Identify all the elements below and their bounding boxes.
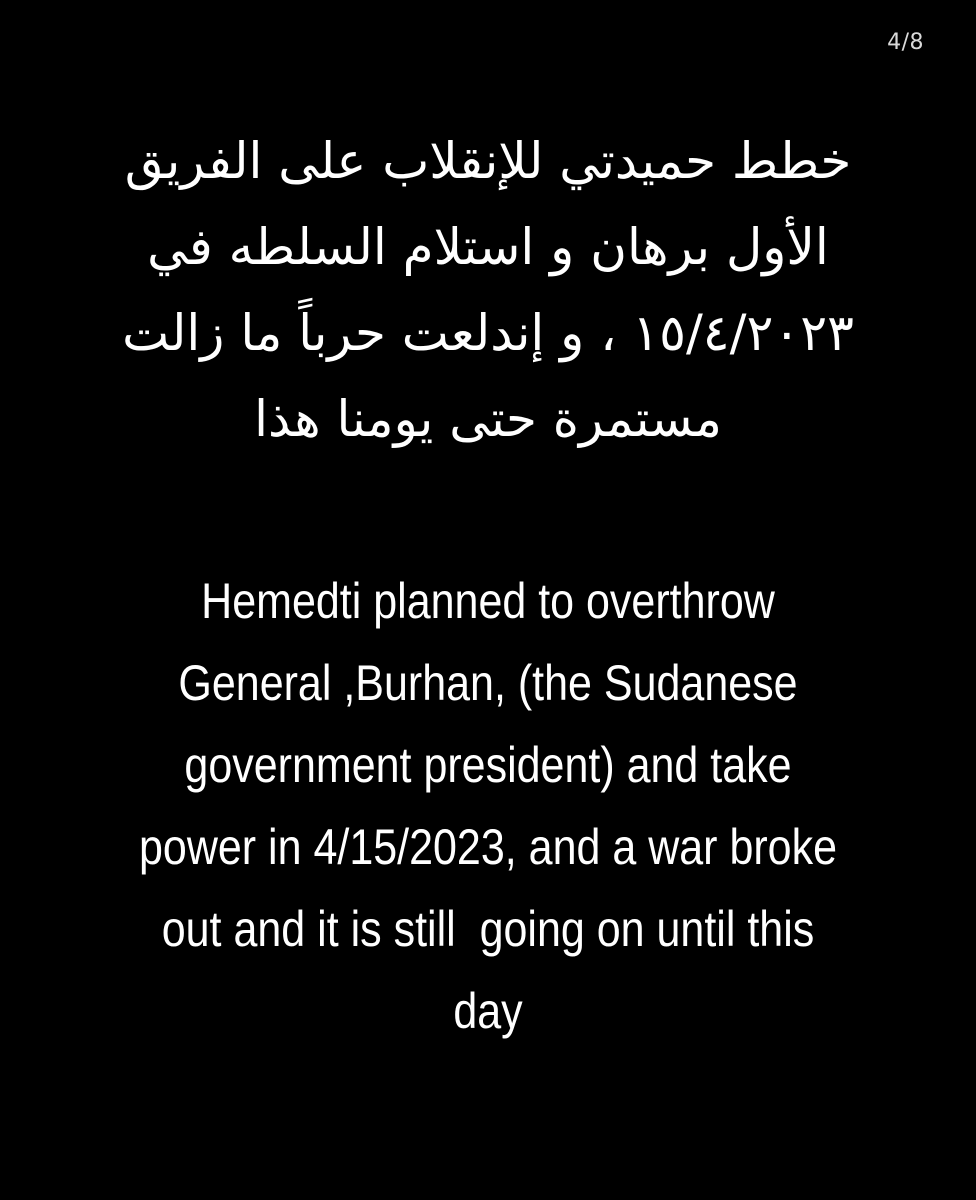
english-text-line: day [453, 983, 523, 1039]
page-counter: 4/8 [887, 30, 924, 55]
english-text-line: General ,Burhan, (the Sudanese [178, 655, 798, 711]
english-text-line: power in 4/15/2023, and a war broke [138, 819, 838, 875]
english-text-line: government president) and take [184, 737, 792, 793]
english-text-block [30, 560, 946, 1052]
english-text-line: Hemedti planned to overthrow [201, 573, 775, 629]
english-text-line: out and it is still going on until this [161, 901, 815, 957]
arabic-text-block [40, 118, 936, 462]
arabic-text-line: الأول برهان و استلام السلطه في [147, 218, 829, 276]
arabic-text-line: مستمرة حتى يومنا هذا [254, 390, 722, 448]
arabic-text-line: ١٥/٤/٢٠٢٣ ، و إندلعت حرباً ما زالت [122, 304, 854, 362]
arabic-text-line: خطط حميدتي للإنقلاب على الفريق [124, 132, 852, 190]
